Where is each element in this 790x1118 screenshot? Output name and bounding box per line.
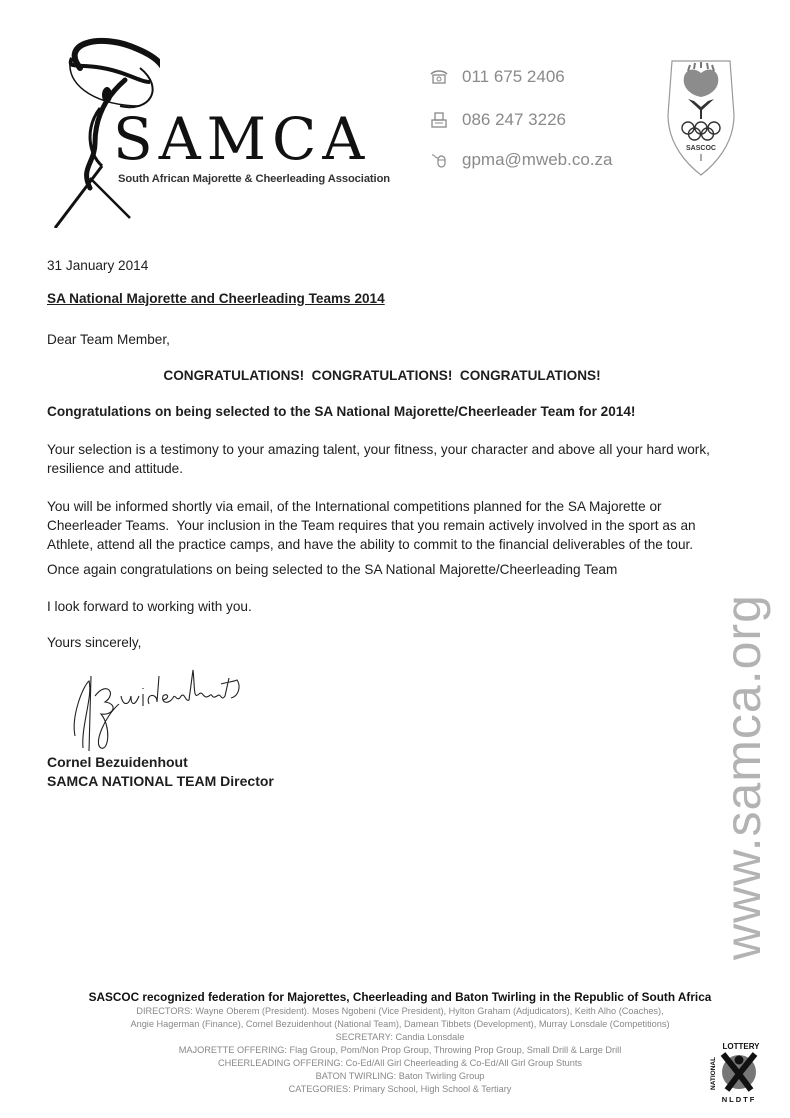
footer-directors-2: Angie Hagerman (Finance), Cornel Bezuidenhout (National Team), Damean Tibbets (Development), Murray Lonsdale (Competitions) xyxy=(130,1019,670,1029)
contact-fax xyxy=(428,110,566,130)
fax-icon xyxy=(428,111,450,129)
national-lottery-logo-icon xyxy=(705,1040,765,1104)
contact-phone xyxy=(428,67,565,87)
footer xyxy=(60,990,740,1096)
paragraph-once-again: Once again congratulations on being selected to the SA National Majorette/Cheerleading Team xyxy=(47,562,618,577)
signer-title: SAMCA NATIONAL TEAM Director xyxy=(47,773,274,789)
fax-number: 086 247 3226 xyxy=(462,110,566,129)
paragraph-competitions: You will be informed shortly via email, of the International competitions planned for the SA Majorette or Cheerleader Teams. Your inclusion in the Team requires that you remain actively involved in the sport as an Athlete, attend all the practice camps, and have the ability to commit to the financial deliverables of the tour. xyxy=(47,499,699,552)
signature-icon xyxy=(61,656,261,756)
sascoc-label: SASCOC xyxy=(686,145,716,152)
closing: Yours sincerely, xyxy=(47,635,142,650)
footer-majorette-offering: MAJORETTE OFFERING: Flag Group, Pom/Non Prop Group, Throwing Prop Group, Small Drill & Large Drill xyxy=(178,1045,622,1055)
paragraph-selection: Your selection is a testimony to your amazing talent, your fitness, your character and above all your hard work, resilience and attitude. xyxy=(47,442,710,476)
letter-date: 31 January 2014 xyxy=(47,258,149,273)
org-acronym: SAMCA xyxy=(113,105,371,173)
paragraph-look-forward: I look forward to working with you. xyxy=(47,599,252,614)
lottery-top-label: LOTTERY xyxy=(722,1042,760,1051)
lead-sentence: Congratulations on being selected to the SA National Majorette/Cheerleader Team for 2014! xyxy=(47,404,636,419)
footer-baton-twirling: BATON TWIRLING: Baton Twirling Group xyxy=(315,1071,485,1081)
letter-subject: SA National Majorette and Cheerleading Teams 2014 xyxy=(47,291,385,306)
phone-number: 011 675 2406 xyxy=(462,67,565,86)
footer-cheerleading-offering: CHEERLEADING OFFERING: Co-Ed/All Girl Cheerleading & Co-Ed/All Girl Group Stunts xyxy=(217,1058,583,1068)
lottery-side-label: NATIONAL xyxy=(710,1056,717,1090)
footer-headline: SASCOC recognized federation for Majorettes, Cheerleading and Baton Twirling in the Republic of South Africa xyxy=(88,990,712,1004)
contact-email xyxy=(428,150,613,170)
email-address[interactable]: gpma@mweb.co.za xyxy=(462,150,613,169)
mouse-icon xyxy=(428,151,450,169)
sascoc-badge-icon xyxy=(664,55,738,177)
org-name: South African Majorette & Cheerleading Association xyxy=(118,173,391,185)
congratulations-banner: CONGRATULATIONS! CONGRATULATIONS! CONGRATULATIONS! xyxy=(163,368,601,383)
lottery-bottom-label: NLDTF xyxy=(721,1095,757,1104)
telephone-icon xyxy=(428,68,450,86)
website-url[interactable]: www.samca.org xyxy=(715,594,771,960)
footer-categories: CATEGORIES: Primary School, High School & Tertiary xyxy=(288,1084,512,1094)
salutation: Dear Team Member, xyxy=(47,332,170,347)
footer-secretary: SECRETARY: Candia Lonsdale xyxy=(335,1032,465,1042)
footer-directors-1: DIRECTORS: Wayne Oberem (President). Moses Ngobeni (Vice President), Hylton Graham (Adjudicators), Keith Alho (Coaches), xyxy=(136,1006,664,1016)
signer-name: Cornel Bezuidenhout xyxy=(47,754,188,770)
